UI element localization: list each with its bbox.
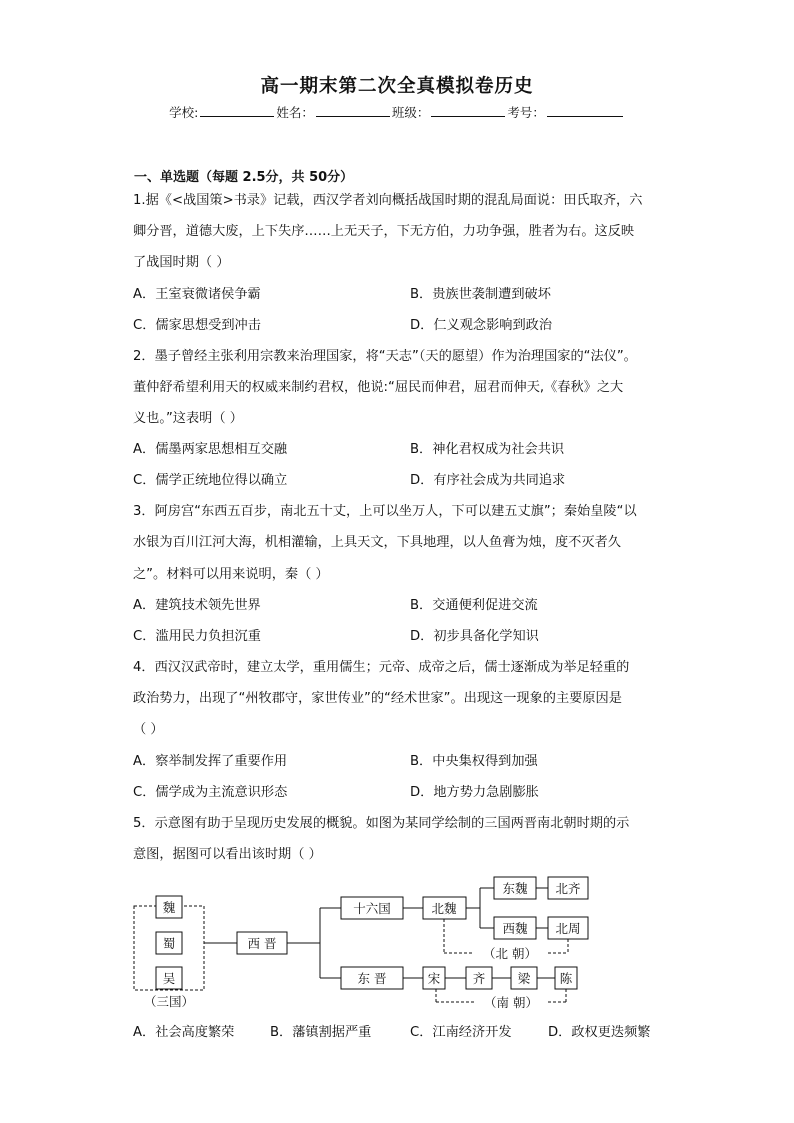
option-c[interactable]: C．儒学成为主流意识形态 [133,785,288,800]
option-a[interactable]: A．察举制发挥了重要作用 [133,754,288,769]
question-text-line: 卿分晋，道德大废，上下失序……上无天子，下无方伯，力功争强，胜者为右。这反映 [133,224,635,239]
option-a[interactable]: A．社会高度繁荣 [133,1025,235,1040]
wu-label: 吴 [162,971,176,986]
question-text-line: 4．西汉汉武帝时，建立太学，重用儒生；元帝、成帝之后，儒士逐渐成为举足轻重的 [133,660,630,675]
question-text-line: 3．阿房宫“东西五百步，南北五十丈，上可以坐万人，下可以建五丈旗”；秦始皇陵“以 [133,504,637,519]
eastern-wei-label: 东魏 [502,881,528,896]
question-text-line: 政治势力，出现了“州牧郡守，家世传业”的“经术世家”。出现这一现象的主要原因是 [133,691,622,706]
option-c[interactable]: C．儒家思想受到冲击 [133,318,261,333]
shu-label: 蜀 [162,936,176,951]
chen-label: 陈 [559,971,573,986]
number-label: 考号： [507,105,545,120]
question-text-line: 5．示意图有助于呈现历史发展的概貌。如图为某同学绘制的三国两晋南北朝时期的示 [133,816,630,831]
question-text-line: 1.据《<战国策>书录》记载，西汉学者刘向概括战国时期的混乱局面说：田氏取齐，六 [133,193,643,208]
question-text-line: 之”。材料可以用来说明，秦（ ） [133,567,329,582]
option-a[interactable]: A．儒墨两家思想相互交融 [133,442,288,457]
western-wei-label: 西魏 [502,921,528,936]
song-label: 宋 [427,971,441,986]
eastern-jin-label: 东 晋 [357,971,387,986]
southern-dynasties-label: （南 朝） [484,995,538,1010]
question-text-line: 了战国时期（ ） [133,255,230,270]
option-d[interactable]: D．地方势力急剧膨胀 [410,785,539,800]
section-heading: 一、单选题（每题 2.5分，共 50分） [134,170,354,185]
option-b[interactable]: B．神化君权成为社会共识 [410,442,565,457]
option-b[interactable]: B．交通便利促进交流 [410,598,538,613]
school-label: 学校: [169,105,199,120]
question-text-line: 意图，据图可以看出该时期（ ） [133,847,322,862]
option-a[interactable]: A．王室衰微诸侯争霸 [133,287,261,302]
option-c[interactable]: C．江南经济开发 [410,1025,512,1040]
wei-label: 魏 [162,900,176,915]
option-c[interactable]: C．滥用民力负担沉重 [133,629,261,644]
option-b[interactable]: B．藩镇割据严重 [270,1025,372,1040]
option-a[interactable]: A．建筑技术领先世界 [133,598,261,613]
question-text-line: 2．墨子曾经主张利用宗教来治理国家，将“天志”（天的愿望）作为治理国家的“法仪”。 [133,349,637,364]
northern-wei-label: 北魏 [431,901,457,916]
qi-label: 齐 [472,971,486,986]
liang-label: 梁 [517,971,531,986]
northern-zhou-label: 北周 [555,921,581,936]
question-text-line: （ ） [133,722,164,737]
three-kingdoms-label: （三国） [143,994,195,1009]
question-text-line: 义也。”这表明（ ） [133,411,243,426]
sixteen-kingdoms-label: 十六国 [353,901,391,916]
name-label: 姓名： [276,105,314,120]
question-text-line: 水银为百川江河大海，机相灌输，上具天文，下具地理，以人鱼膏为烛，度不灭者久 [133,535,621,550]
option-d[interactable]: D．仁义观念影响到政治 [410,318,553,333]
question-text-line: 董仲舒希望利用天的权威来制约君权，他说:“屈民而伸君，屈君而伸天,《春秋》之大 [133,380,624,395]
option-b[interactable]: B．贵族世袭制遭到破坏 [410,287,551,302]
northern-dynasties-label: （北 朝） [483,946,537,961]
western-jin-label: 西 晋 [247,936,277,951]
option-d[interactable]: D．有序社会成为共同追求 [410,473,566,488]
class-label: 班级： [391,105,430,120]
option-c[interactable]: C．儒学正统地位得以确立 [133,473,288,488]
northern-qi-label: 北齐 [555,881,581,896]
page-title: 高一期末第二次全真模拟卷历史 [260,76,534,97]
option-d[interactable]: D．政权更迭频繁 [548,1025,651,1040]
option-b[interactable]: B．中央集权得到加强 [410,754,538,769]
option-d[interactable]: D．初步具备化学知识 [410,629,539,644]
